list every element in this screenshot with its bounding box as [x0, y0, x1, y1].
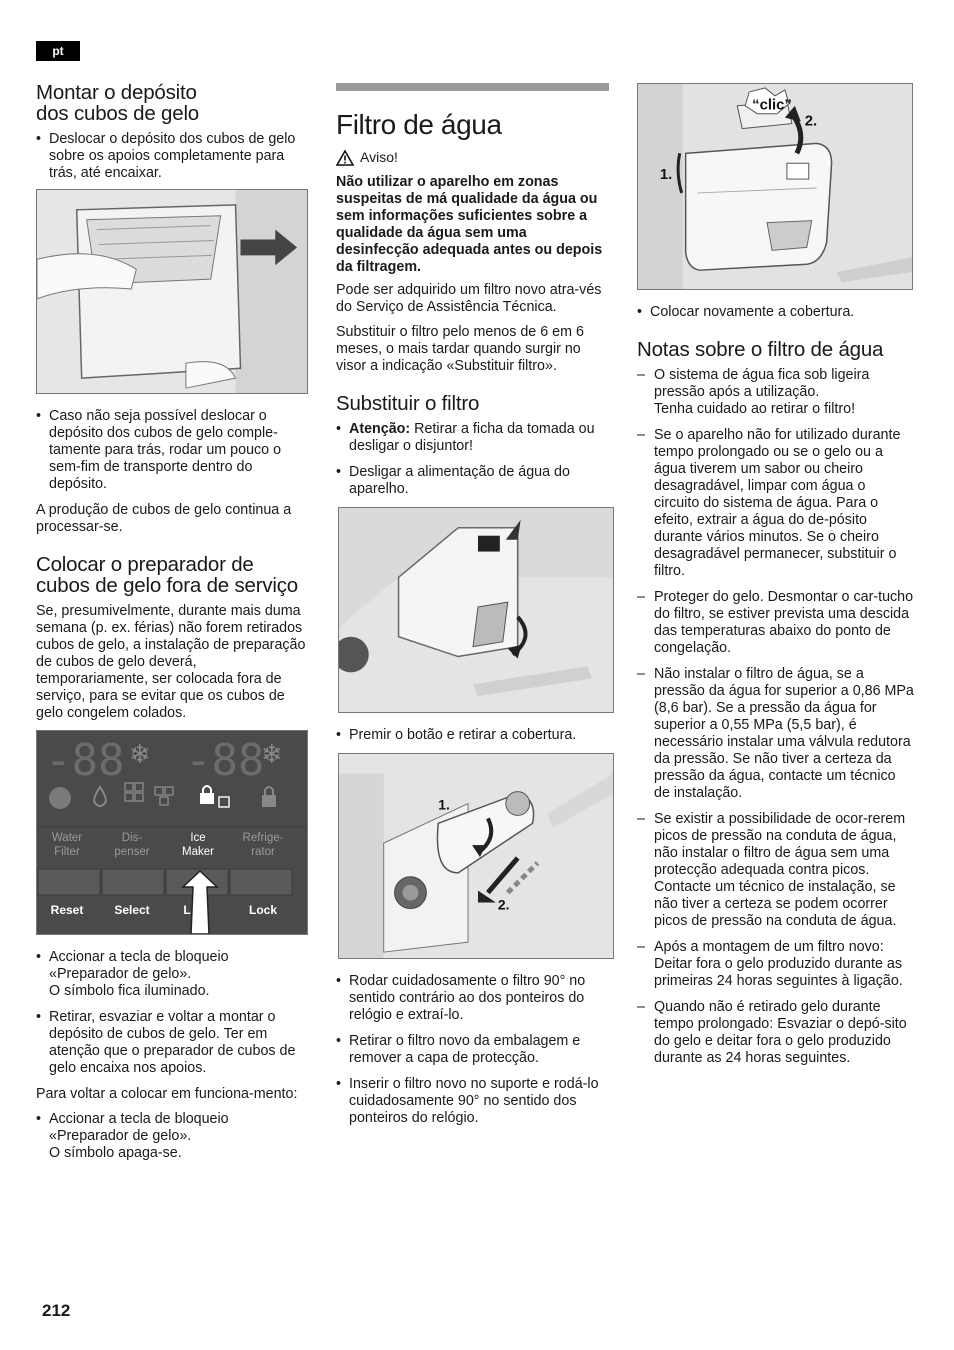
svg-text:penser: penser: [114, 846, 150, 858]
list-item: • Retirar o filtro novo da embalagem e remover a capa de protecção.: [336, 1033, 609, 1067]
note-item: – Não instalar o filtro de água, se a pressão da água for superior a 0,86 MPa (8,6 bar). Se a pressão da água for superior a 0,55 MPa (5,5 bar), é necessário instalar uma válvula redutora da pressão. Se não tiver a certeza da pressão da água, contacte um técnico de instalação.: [637, 666, 914, 802]
panel-button-select: Select: [114, 903, 150, 917]
svg-text:Maker: Maker: [182, 846, 214, 858]
paragraph-se: Se, presumivelmente, durante mais duma semana (p. ex. férias) não forem retirados cubos de gelo, a instalação de preparação de cubos de gelo deverá, temporariamente, ser colocada fora de serviço, para se evitar que os cubos de gelo congelem colados.: [36, 603, 306, 721]
figure-label-clic: “clic”: [752, 97, 792, 114]
note-item: – O sistema de água fica sob ligeira pressão após a utilização. Tenha cuidado ao retirar o filtro!: [637, 367, 914, 418]
control-panel-image: [36, 730, 308, 935]
heading-notas-filtro: Notas sobre o filtro de água: [637, 338, 884, 361]
note-item: – Após a montagem de um filtro novo: Deitar fora o gelo produzido durante as primeiras 24 horas seguintes à ligação.: [637, 939, 914, 990]
list-substituir: [336, 421, 609, 498]
warning-title: Aviso!: [360, 149, 398, 165]
notes-list: [637, 367, 914, 1067]
note-item: – Proteger do gelo. Desmontar o car-tucho do filtro, se estiver prevista uma descida das temperaturas abaixo do ponto de congelação.: [637, 589, 914, 657]
page-number: 212: [42, 1301, 71, 1320]
atencao-label: Atenção:: [349, 421, 411, 437]
panel-button-reset: Reset: [50, 903, 84, 917]
paragraph-producao: A produção de cubos de gelo continua a processar-se.: [36, 502, 292, 535]
column-middle: [336, 83, 609, 1136]
figure-filter-cover: [338, 507, 614, 713]
paragraph-substituir: Substituir o filtro pelo menos de 6 em 6 meses, o mais tardar quando surgir no visor a indicação «Substituir filtro».: [336, 324, 584, 374]
panel-button-lock: Lock: [248, 903, 278, 917]
heading-filtro-de-agua: Filtro de água: [336, 109, 502, 140]
column-left: [36, 80, 308, 1171]
heading-montar-deposito: Montar o depósito dos cubos de gelo: [36, 81, 200, 125]
segment-display-right: -88: [185, 735, 265, 786]
figure-label-1: 1.: [438, 796, 450, 813]
atencao-text: Retirar a ficha da tomada ou desligar o disjuntor!: [349, 421, 595, 454]
heading-substituir-filtro: Substituir o filtro: [336, 392, 480, 415]
panel-label-refrigerator: Refrige-: [242, 832, 284, 844]
list-accionar: [36, 949, 308, 1077]
figure-label-1: 1.: [659, 167, 673, 184]
paragraph-voltar: Para voltar a colocar em funciona-mento:: [36, 1086, 298, 1102]
warning-label: [336, 149, 609, 166]
note-item: – Quando não é retirado gelo durante tempo prolongado: Esvaziar o depó-sito do gelo e deitar fora o gelo produzido durante as 24 horas seguintes.: [637, 999, 914, 1067]
list-item: [336, 421, 609, 455]
svg-text:❄: ❄: [261, 740, 283, 770]
note-item: – Se o aparelho não for utilizado durante tempo prolongado ou se o gelo ou a água tiverem um sabor ou cheiro desagradável, limpar com água o circuito do sistema de água. Para o efeito, extrair a água do de-pósito durante vários minutos. Se o cheiro desagradável permanecer, substituir o filtro.: [637, 427, 914, 580]
figure-label-2: 2.: [497, 896, 510, 913]
list-item: • Retirar, esvaziar e voltar a montar o depósito de cubos de gelo. Ter em atenção que o preparador de cubos de gelo encaixa nos apoios.: [36, 1009, 308, 1077]
section-bar: [336, 83, 609, 91]
panel-button-lock-ice: L: [183, 903, 191, 917]
language-tag: pt: [36, 41, 80, 61]
svg-text:❄: ❄: [129, 740, 151, 770]
list-premir: [336, 727, 609, 744]
list-item: • Accionar a tecla de bloqueio «Preparador de gelo». O símbolo fica iluminado.: [36, 949, 308, 1000]
list-item: • Desligar a alimentação de água do aparelho.: [336, 464, 609, 498]
list-item: • Colocar novamente a cobertura.: [637, 304, 914, 321]
list-caso: [36, 408, 308, 493]
figure-cover-clic: [637, 83, 913, 290]
heading-colocar-preparador: Colocar o preparador de cubos de gelo fora de serviço: [36, 553, 299, 597]
panel-label-ice-maker: Ice: [190, 832, 206, 844]
warning-text: Não utilizar o aparelho em zonas suspeitas de má qualidade da água ou sem informações suficientes sobre a qualidade da água sem uma desinfecção adequada antes ou depois da filtragem.: [336, 174, 603, 275]
list-colocar: [637, 304, 914, 321]
list-item: • Caso não seja possível deslocar o depósito dos cubos de gelo comple-tamente para trás, rodar um pouco o sem-fim de transporte dentro do depósito.: [36, 408, 308, 493]
panel-label-dispenser: Dis-: [121, 832, 143, 844]
list-item: • Deslocar o depósito dos cubos de gelo sobre os apoios completamente para trás, até encaixar.: [36, 131, 308, 182]
paragraph-pode: Pode ser adquirido um filtro novo atra-vés do Serviço de Assistência Técnica.: [336, 282, 602, 315]
list-item: • Accionar a tecla de bloqueio «Preparador de gelo». O símbolo apaga-se.: [36, 1111, 308, 1162]
segment-display-left: -88: [45, 735, 125, 786]
list-item: • Inserir o filtro novo no suporte e rodá-lo cuidadosamente 90° no sentido dos ponteiros do relógio.: [336, 1076, 609, 1127]
figure-filter-rotate: [338, 753, 614, 959]
column-right: [637, 83, 914, 1076]
svg-text:Filter: Filter: [54, 846, 80, 858]
list-rodar: [336, 973, 609, 1127]
list-item: • Premir o botão e retirar a cobertura.: [336, 727, 609, 744]
figure-ice-bin-insert: [36, 189, 308, 394]
note-item: – Se existir a possibilidade de ocor-rerem picos de pressão na conduta de água, não instalar o filtro de água sem uma protecção adequada contra picos. Contacte um técnico de instalação, se não tiver a certeza se podem ocorrer picos de pressão na conduta de água.: [637, 811, 914, 930]
list-montar: [36, 131, 308, 182]
list-item: • Rodar cuidadosamente o filtro 90° no sentido contrário ao dos ponteiros do relógio e extraí-lo.: [336, 973, 609, 1024]
warning-triangle-icon: [336, 150, 354, 166]
panel-label-water-filter: Water: [51, 832, 83, 844]
svg-text:rator: rator: [251, 846, 275, 858]
figure-label-2: 2.: [804, 113, 818, 130]
list-accionar-2: [36, 1111, 308, 1162]
